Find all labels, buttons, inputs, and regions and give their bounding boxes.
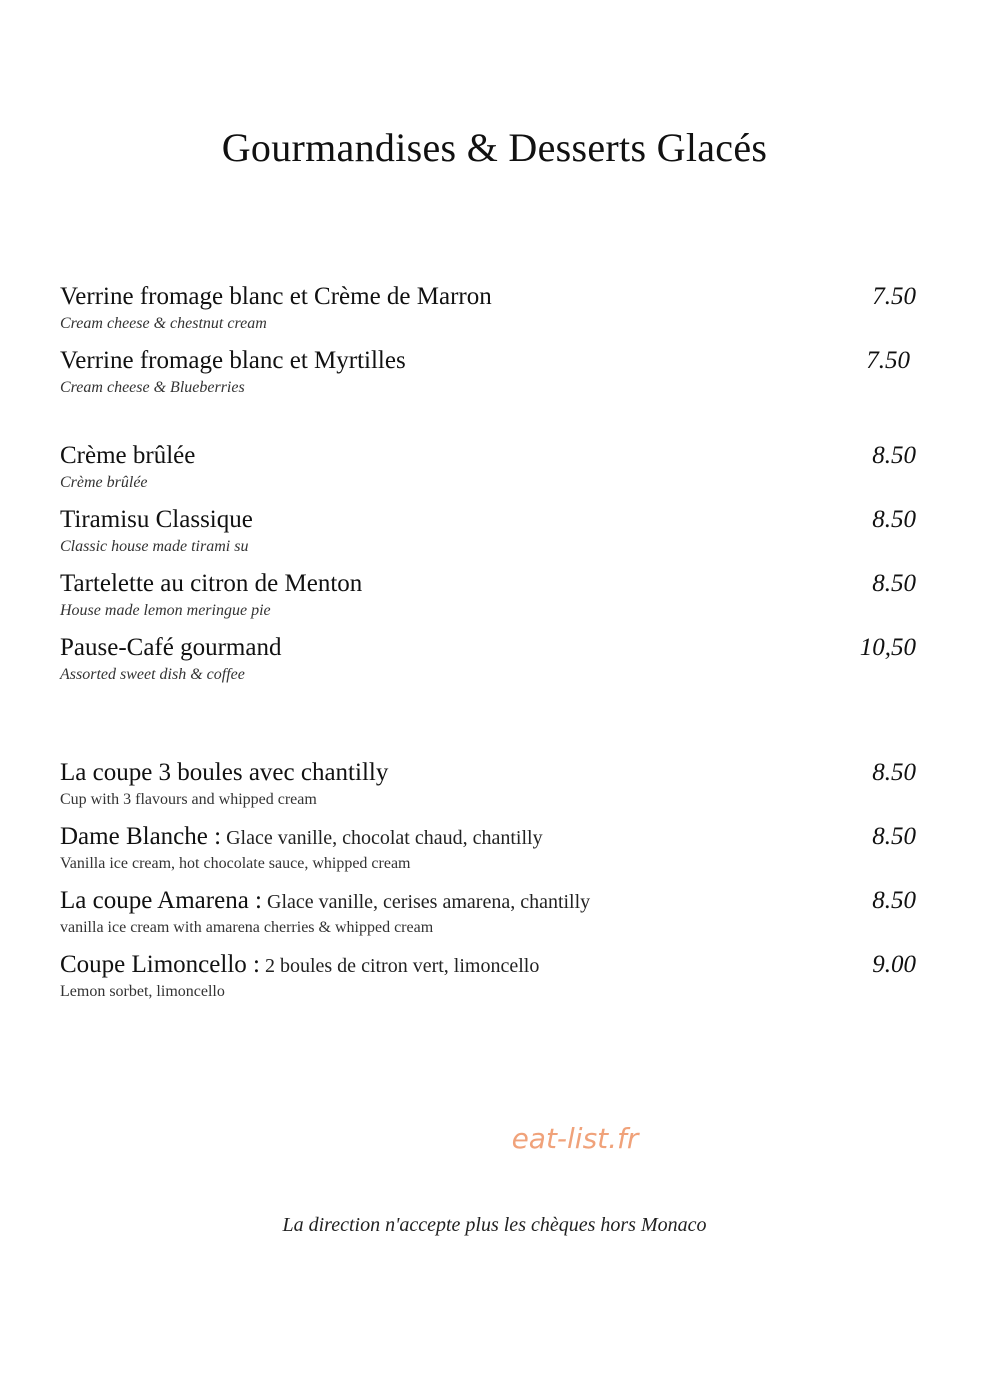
item-description: Crème brûlée xyxy=(60,474,148,491)
item-name: Crème brûlée xyxy=(60,442,196,469)
item-price: 7.50 xyxy=(866,347,910,374)
page-title: Gourmandises & Desserts Glacés xyxy=(221,125,768,170)
menu-item xyxy=(60,344,920,398)
item-name: Verrine fromage blanc et Myrtilles xyxy=(60,347,406,374)
item-name: Dame Blanche : Glace vanille, chocolat chaud, chantilly xyxy=(60,823,543,850)
item-price: 7.50 xyxy=(872,283,916,310)
menu-item xyxy=(60,567,920,621)
item-price: 8.50 xyxy=(872,570,916,597)
item-price: 8.50 xyxy=(872,506,916,533)
menu-item xyxy=(60,820,920,874)
watermark: eat-list.fr xyxy=(511,1122,639,1155)
item-name: Tartelette au citron de Menton xyxy=(60,570,363,597)
item-price: 8.50 xyxy=(872,887,916,914)
item-description: vanilla ice cream with amarena cherries & whipped cream xyxy=(60,919,434,936)
item-price: 8.50 xyxy=(872,442,916,469)
menu-item xyxy=(60,884,920,938)
item-name: Tiramisu Classique xyxy=(60,506,253,533)
item-description: Cream cheese & chestnut cream xyxy=(60,315,267,332)
menu-item xyxy=(60,439,920,493)
item-description: Assorted sweet dish & coffee xyxy=(60,666,245,683)
item-description: House made lemon meringue pie xyxy=(60,602,271,619)
menu-item xyxy=(60,280,920,334)
item-name: Pause-Café gourmand xyxy=(60,634,282,661)
menu-item xyxy=(60,756,920,810)
item-description: Classic house made tirami su xyxy=(60,538,249,555)
item-description: Cream cheese & Blueberries xyxy=(60,379,245,396)
item-price: 8.50 xyxy=(872,759,916,786)
item-price: 8.50 xyxy=(872,823,916,850)
footer-note: La direction n'accepte plus les chèques hors Monaco xyxy=(282,1214,707,1236)
menu-item xyxy=(60,631,920,685)
menu-item xyxy=(60,948,920,1002)
item-description: Vanilla ice cream, hot chocolate sauce, whipped cream xyxy=(60,855,411,872)
item-name: Verrine fromage blanc et Crème de Marron xyxy=(60,283,492,310)
item-price: 10,50 xyxy=(859,634,916,661)
item-name: La coupe 3 boules avec chantilly xyxy=(60,759,389,786)
item-name: Coupe Limoncello : 2 boules de citron vert, limoncello xyxy=(60,951,540,978)
menu-item xyxy=(60,503,920,557)
item-name: La coupe Amarena : Glace vanille, cerises amarena, chantilly xyxy=(60,887,591,914)
item-description: Cup with 3 flavours and whipped cream xyxy=(60,791,317,808)
item-description: Lemon sorbet, limoncello xyxy=(60,983,225,1000)
item-price: 9.00 xyxy=(872,951,916,978)
